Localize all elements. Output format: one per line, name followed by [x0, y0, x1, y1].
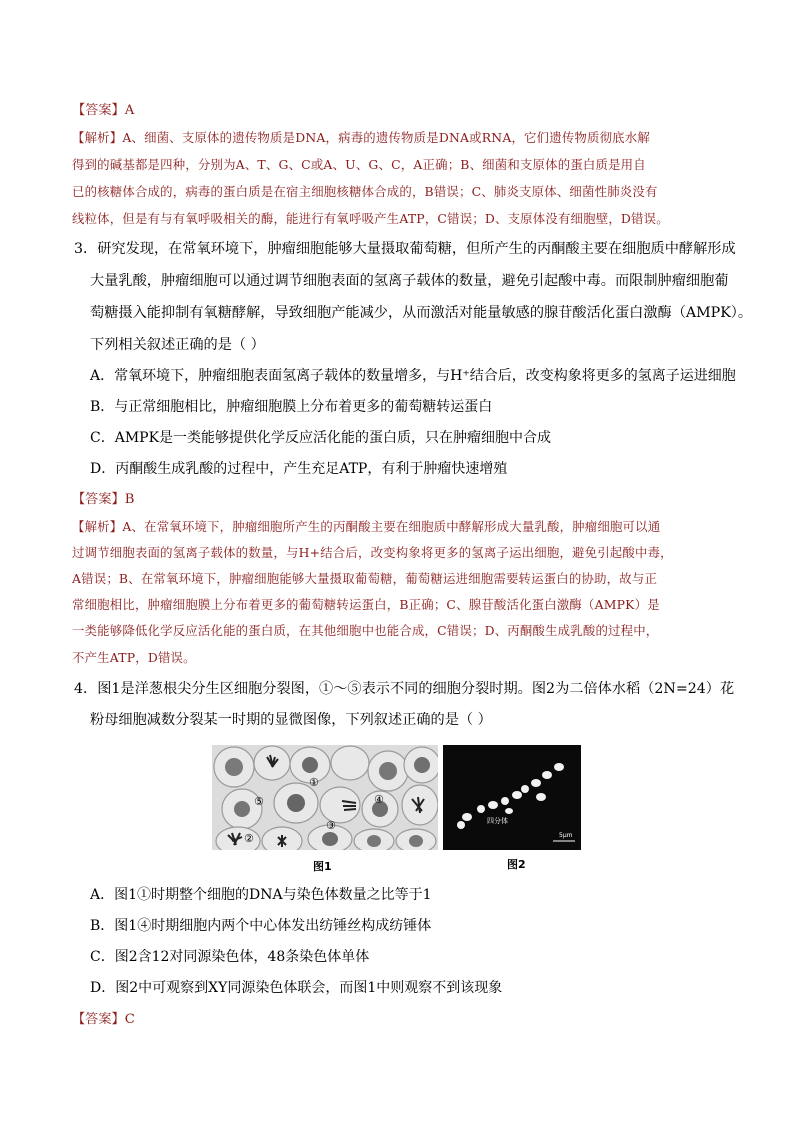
explanation-1-line-2: 得到的碱基都是四种，分别为A、T、G、C或A、U、G、C，A正确；B、细菌和支原体的蛋白质是用自	[72, 157, 646, 172]
question-4-option-a: A．图1①时期整个细胞的DNA与染色体数量之比等于1	[90, 887, 432, 903]
figure-2-scale-label: 5μm	[559, 832, 573, 839]
question-4-line-1: 4．图1是洋葱根尖分生区细胞分裂图，①～⑤表示不同的细胞分裂时期。图2为二倍体水稻（2N=24）花	[74, 681, 735, 697]
explanation-3-line-4: 常细胞相比，肿瘤细胞膜上分布着更多的葡萄糖转运蛋白，B正确；C、腺苷酸活化蛋白激酶（AMPK）是	[72, 597, 660, 612]
figure-2-label: 四分体	[487, 817, 508, 825]
figure-1-caption: 图1	[313, 860, 332, 873]
figure-1-micrograph	[212, 745, 438, 850]
figure-1-label-3: ③	[326, 819, 336, 832]
answer-4: 【答案】C	[72, 1012, 135, 1027]
question-4-option-c: C．图2含12对同源染色体，48条染色体单体	[90, 949, 370, 965]
explanation-1-line-3: 已的核糖体合成的，病毒的蛋白质是在宿主细胞核糖体合成的，B错误；C、肺炎支原体、细菌性肺炎没有	[72, 184, 658, 199]
answer-3: 【答案】B	[72, 492, 135, 507]
question-3-line-2: 大量乳酸，肿瘤细胞可以通过调节细胞表面的氢离子载体的数量，避免引起酸中毒。而限制肿瘤细胞葡	[90, 273, 729, 289]
figure-1-label-2: ②	[244, 832, 254, 845]
question-3-option-a: A．常氧环境下，肿瘤细胞表面氢离子载体的数量增多，与H⁺结合后，改变构象将更多的氢离子运进细胞	[90, 368, 736, 384]
question-3-line-1: 3．研究发现，在常氧环境下，肿瘤细胞能够大量摄取葡萄糖，但所产生的丙酮酸主要在细胞质中酵解形成	[74, 241, 736, 257]
explanation-1-line-1: 【解析】A、细菌、支原体的遗传物质是DNA，病毒的遗传物质是DNA或RNA，它们遗传物质彻底水解	[72, 130, 650, 145]
explanation-3-line-5: 一类能够降低化学反应活化能的蛋白质，在其他细胞中也能合成，C错误；D、丙酮酸生成乳酸的过程中，	[72, 623, 659, 638]
question-3-option-b: B．与正常细胞相比，肿瘤细胞膜上分布着更多的葡萄糖转运蛋白	[90, 399, 493, 415]
question-3-line-3: 萄糖摄入能抑制有氧糖酵解，导致细胞产能减少，从而激活对能量敏感的腺苷酸活化蛋白激酶（AMPK）。	[90, 305, 753, 321]
question-4-option-b: B．图1④时期细胞内两个中心体发出纺锤丝构成纺锤体	[90, 918, 432, 934]
explanation-3-line-2: 过调节细胞表面的氢离子载体的数量，与H+结合后，改变构象将更多的氢离子运出细胞，避免引起酸中毒，	[72, 545, 673, 560]
figure-2-micrograph	[443, 745, 581, 850]
figure-1-label-1: ①	[309, 776, 319, 789]
figure-1-label-4: ④	[374, 793, 384, 806]
question-3-option-c: C．AMPK是一类能够提供化学反应活化能的蛋白质，只在肿瘤细胞中合成	[90, 430, 552, 446]
question-4-option-d: D．图2中可观察到XY同源染色体联会，而图1中则观察不到该现象	[90, 980, 503, 996]
explanation-3-line-1: 【解析】A、在常氧环境下，肿瘤细胞所产生的丙酮酸主要在细胞质中酵解形成大量乳酸，肿瘤细胞可以通	[72, 519, 661, 534]
figure-2-caption: 图2	[507, 858, 526, 871]
question-3-line-4: 下列相关叙述正确的是（ ）	[90, 337, 265, 353]
explanation-1-line-4: 线粒体，但是有与有氧呼吸相关的酶，能进行有氧呼吸产生ATP，C错误；D、支原体没有细胞壁，D错误。	[72, 211, 669, 226]
explanation-3-line-3: A错误；B、在常氧环境下，肿瘤细胞能够大量摄取葡萄糖，葡萄糖运进细胞需要转运蛋白的协助，故与正	[72, 571, 658, 586]
figure-1-label-5: ⑤	[254, 795, 264, 808]
explanation-3-line-6: 不产生ATP，D错误。	[72, 650, 196, 665]
answer-1: 【答案】A	[72, 103, 135, 118]
question-4-line-2: 粉母细胞减数分裂某一时期的显微图像，下列叙述正确的是（ ）	[90, 712, 492, 728]
question-3-option-d: D．丙酮酸生成乳酸的过程中，产生充足ATP，有利于肿瘤快速增殖	[90, 461, 508, 477]
